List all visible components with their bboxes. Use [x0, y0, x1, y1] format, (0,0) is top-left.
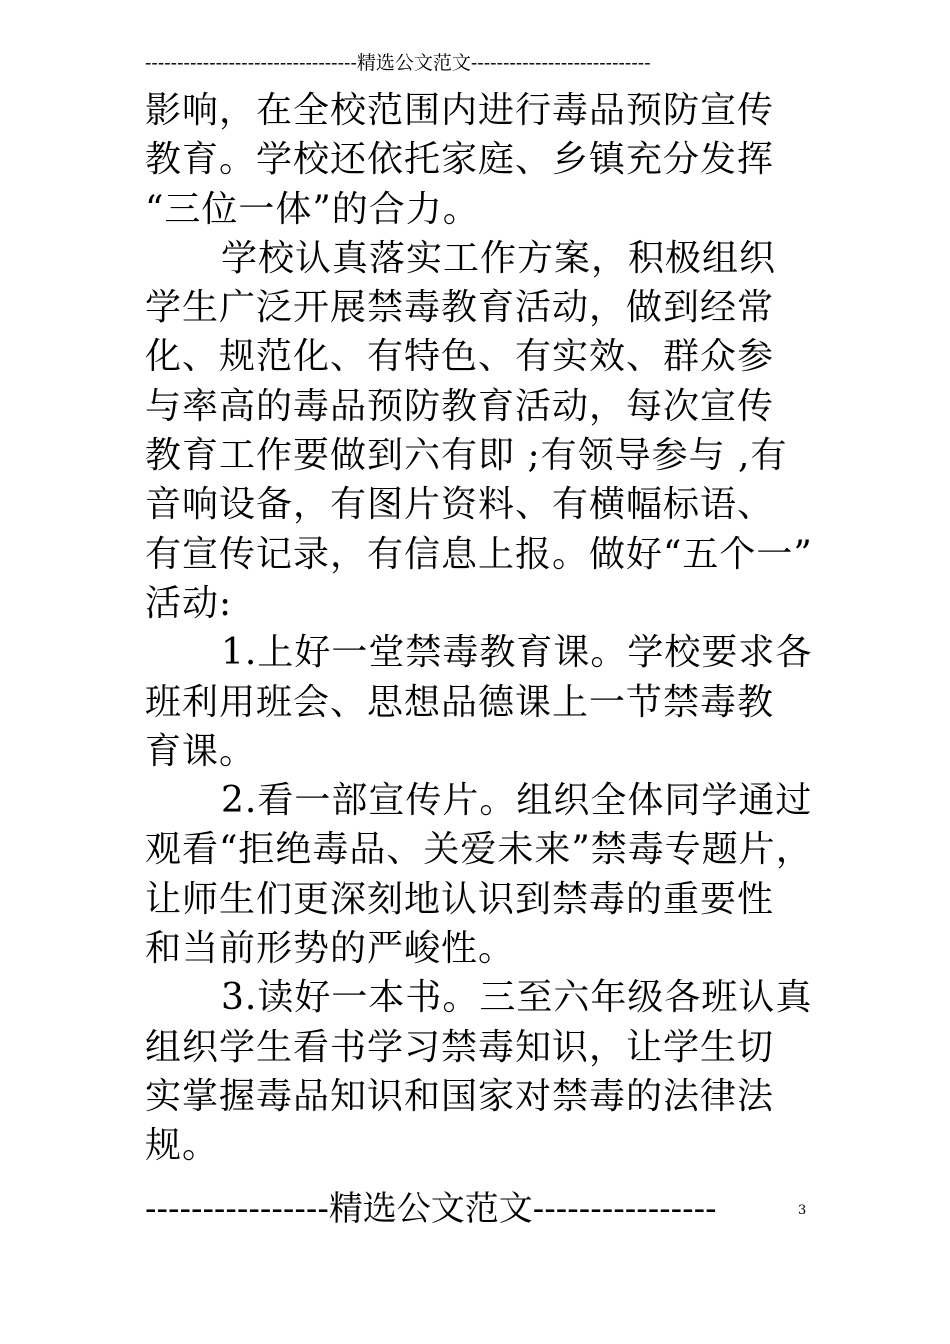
text-line: 实掌握毒品知识和国家对禁毒的法律法	[145, 1075, 775, 1117]
body-text	[145, 86, 813, 1171]
text-line: 班利用班会、思想品德课上一节禁毒教	[145, 681, 775, 723]
text-line: 化、规范化、有特色、有实效、群众参	[145, 336, 775, 378]
text-line: “三位一体”的合力。	[145, 188, 480, 230]
text-line: 教育。学校还依托家庭、乡镇充分发挥	[145, 139, 775, 181]
text-line: 规。	[145, 1125, 220, 1167]
text-line: 影响，在全校范围内进行毒品预防宣传	[145, 90, 775, 131]
list-item-2-line: 2.看一部宣传片。组织全体同学通过	[221, 780, 813, 822]
text-line: 活动:	[145, 582, 233, 624]
text-line: 育课。	[145, 730, 257, 772]
paragraph-start-line: 学校认真落实工作方案，积极组织	[221, 237, 777, 279]
text-line: 与率高的毒品预防教育活动，每次宣传	[145, 385, 775, 427]
text-line: 组织学生看书学习禁毒知识，让学生切	[145, 1026, 775, 1068]
text-line: 教育工作要做到六有即 ;有领导参与 ,有	[145, 435, 788, 477]
text-line: 有宣传记录，有信息上报。做好“五个一”	[145, 533, 813, 575]
text-line: 观看“拒绝毒品、关爱未来”禁毒专题片，	[145, 829, 813, 871]
text-line: 让师生们更深刻地认识到禁毒的重要性	[145, 878, 775, 920]
text-line: 和当前形势的严峻性。	[145, 928, 516, 970]
page-number: 3	[798, 1203, 807, 1218]
list-item-1-line: 1.上好一堂禁毒教育课。学校要求各	[221, 632, 813, 674]
text-line: 学生广泛开展禁毒教育活动，做到经常	[145, 287, 775, 329]
text-line: 音响设备，有图片资料、有横幅标语、	[145, 484, 775, 526]
page-footer: ----------------精选公文范文----------------	[145, 1189, 717, 1229]
list-item-3-line: 3.读好一本书。三至六年级各班认真	[221, 977, 813, 1019]
page-header: ---------------------------------精选公文范文----------------------------	[145, 52, 651, 74]
